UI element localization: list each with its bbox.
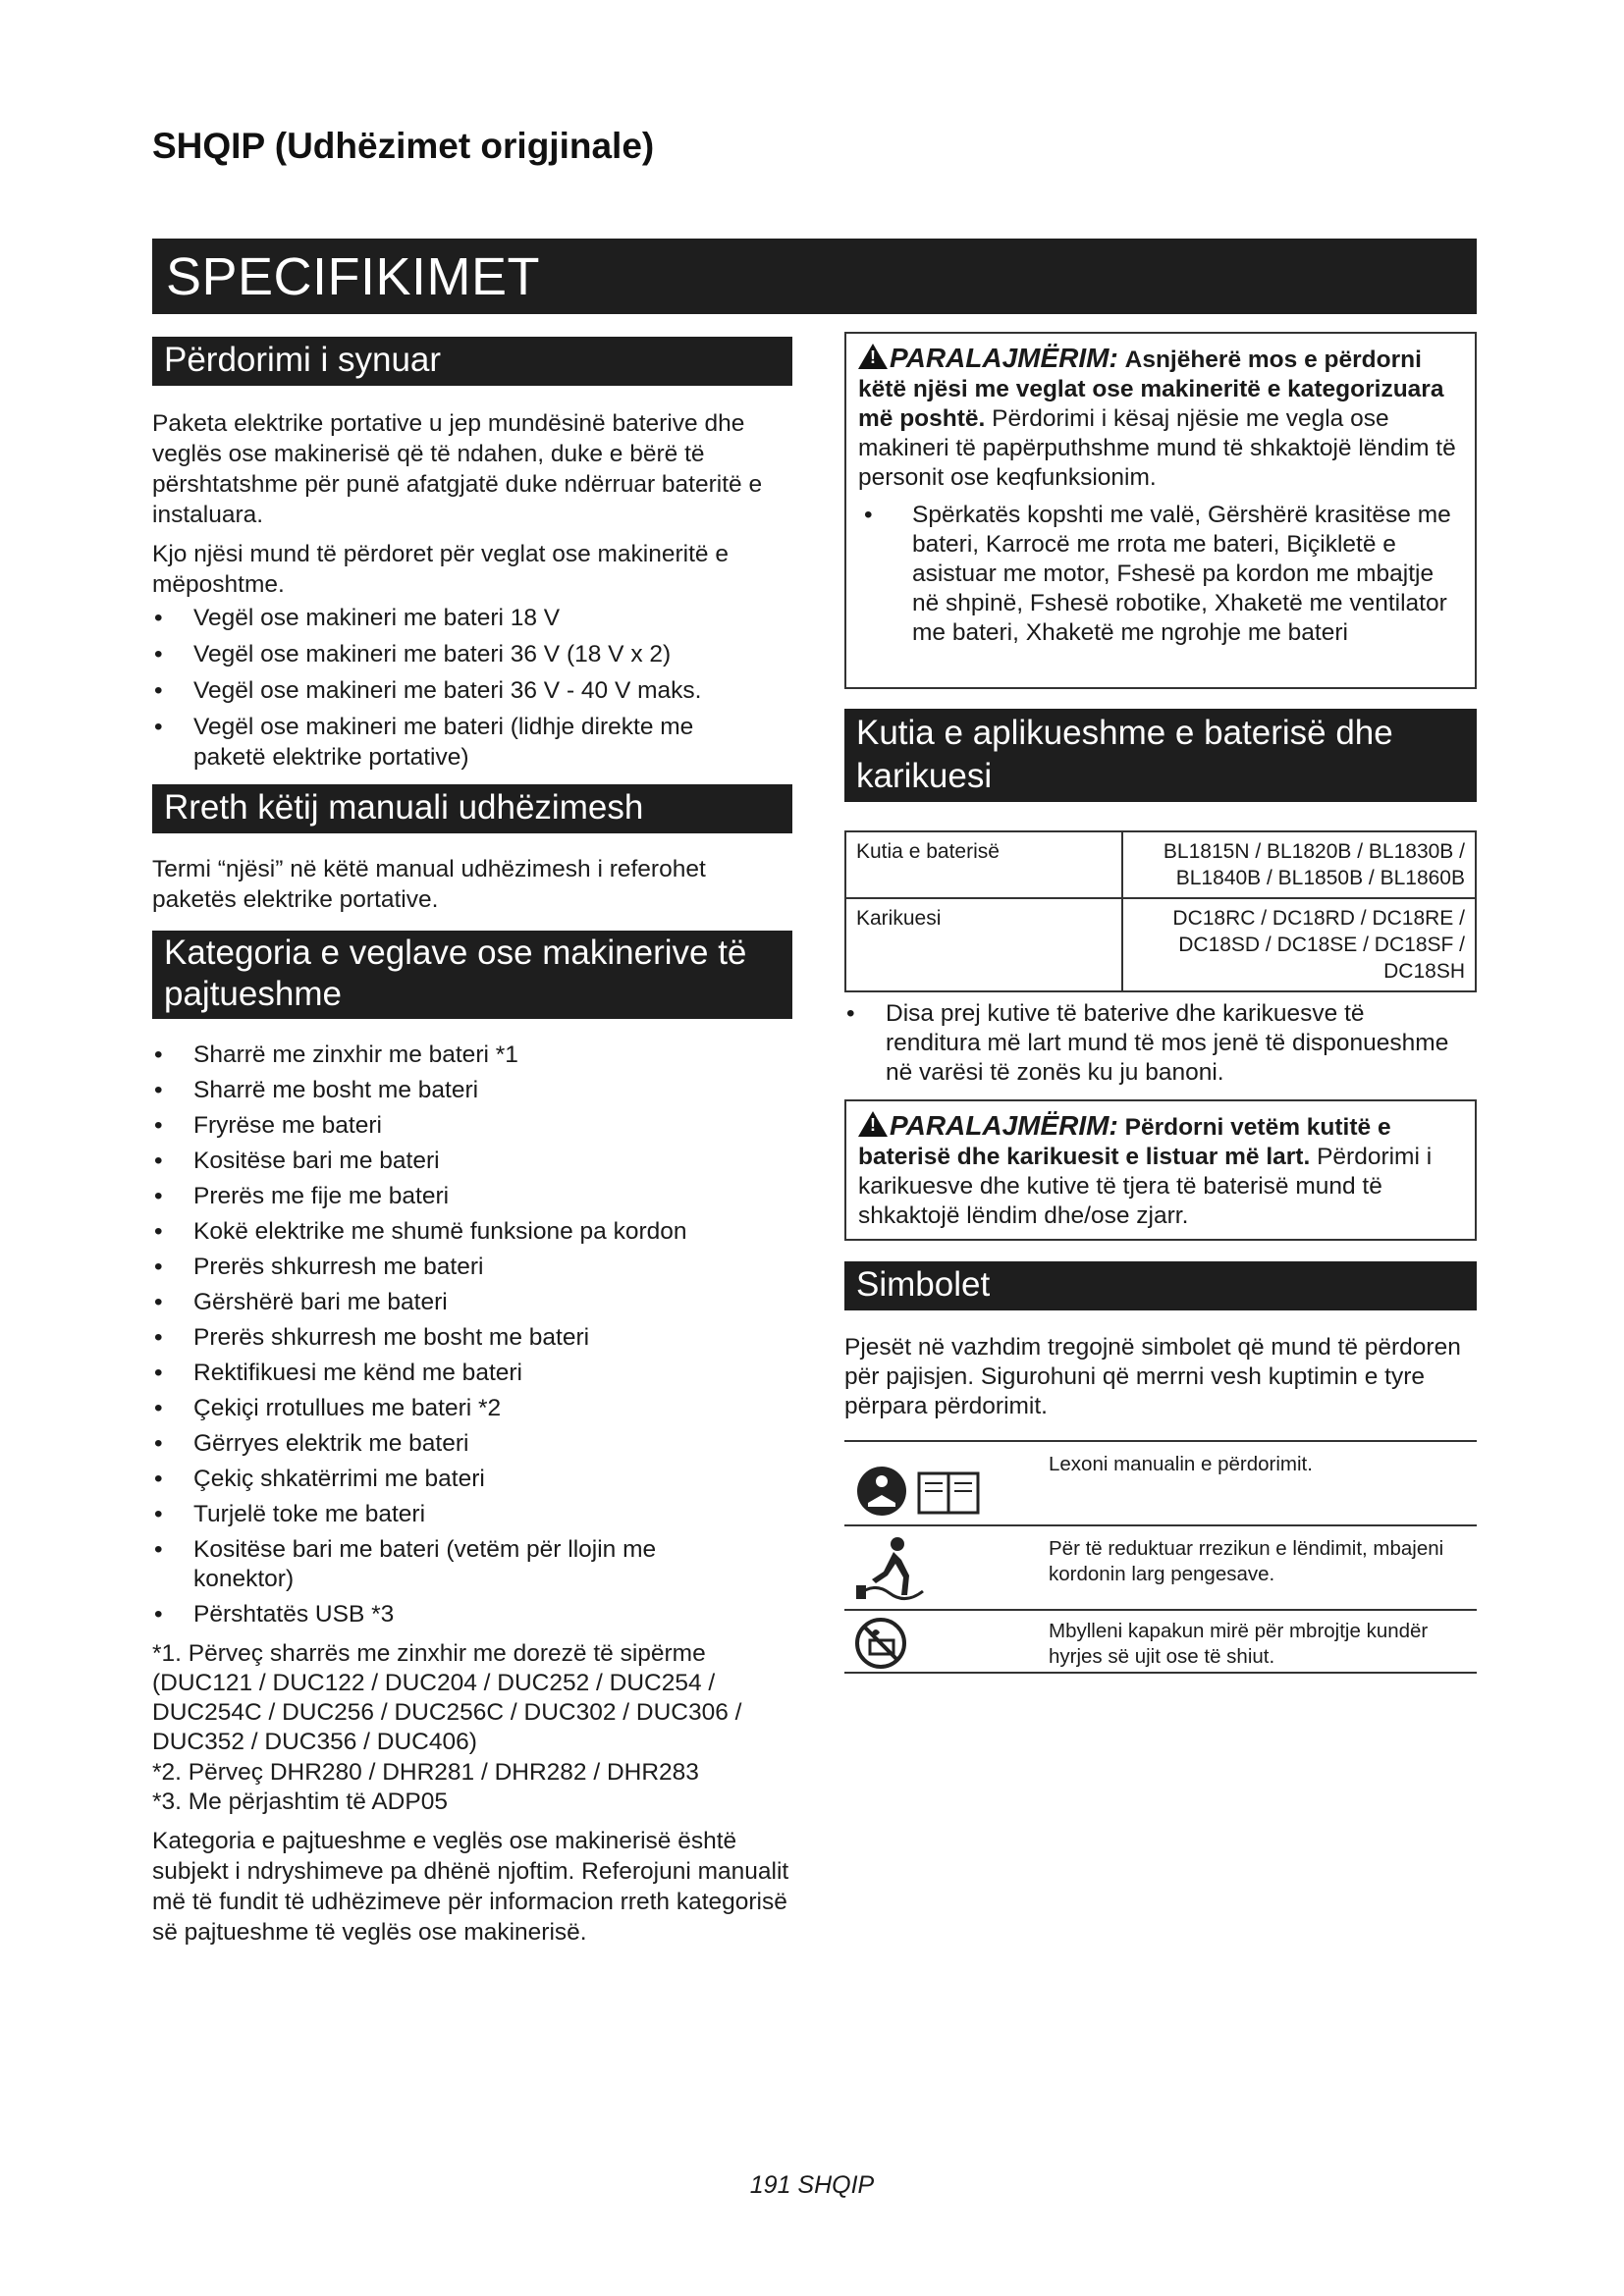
compatible-tools-list [152,1041,792,1635]
symbol-row [844,1609,1477,1674]
warning-label: PARALAJMËRIM: [890,343,1118,373]
list-item [858,501,1463,648]
charger-value-cell [1122,898,1476,991]
incompatible-list [858,501,1463,648]
list-item: • Gërshërë bari me bateri [152,1288,792,1317]
list-item: • Çekiç shkatërrimi me bateri [152,1465,792,1494]
trip-hazard-icon [854,1534,933,1605]
banner-title: SPECIFIKIMET [166,247,541,306]
symbol-text-trip-hazard: Për të reduktuar rrezikun e lëndimit, mbajeni kordonin larg pengesave. [1049,1537,1444,1585]
list-item: • Sharrë me zinxhir me bateri *1 [152,1041,792,1070]
list-item: • Vegël ose makineri me bateri 36 V - 40 V maks. [152,675,792,706]
battery-label: Kutia e baterisë [856,840,1000,863]
heading-about-manual: Rreth këtij manuali udhëzimesh [152,784,792,833]
battery-models: BL1815N / BL1820B / BL1830B / BL1840B / BL1850B / BL1860B [1163,840,1465,889]
usable-tools-list [152,603,792,778]
list-item: • Vegël ose makineri me bateri (lidhje direkte me paketë elektrike portative) [152,712,792,773]
warning-text: Përdorimi i kësaj njësie me vegla ose makineri të papërputhshme mund të shkaktojë lëndim të personit ose keqfunksionim. [858,405,1456,491]
list-item: • Kositëse bari me bateri [152,1147,792,1176]
list-item: • Çekiçi rrotullues me bateri *2 [152,1394,792,1423]
compatibility-notice: Kategoria e pajtueshme e veglës ose makinerisë është subjekt i ndryshimeve pa dhënë njoftim. Referojuni manualit më të fundit të udhëzimeve për informacion rreth kategorisë së pajtueshme të veglës ose makinerisë. [152,1828,789,1946]
footnote-2: *2. Përveç DHR280 / DHR281 / DHR282 / DHR283 [152,1759,699,1786]
battery-charger-table [844,830,1477,992]
warning-box-incompatible [844,332,1477,689]
warning-label: PARALAJMËRIM: [890,1110,1118,1141]
list-item: • Kokë elektrike me shumë funksione pa kordon [152,1217,792,1247]
symbol-text-read-manual: Lexoni manualin e përdorimit. [1049,1453,1313,1475]
footnote-1: *1. Përveç sharrës me zinxhir me dorezë të sipërme (DUC121 / DUC122 / DUC204 / DUC252 / DUC254 / DUC254C / DUC256 / DUC256C / DUC302 / DUC306 / DUC352 / DUC356 / DUC406) [152,1640,742,1755]
about-manual-paragraph: Termi “njësi” në këtë manual udhëzimesh i referohet paketës elektrike portative. [152,856,706,913]
symbol-row [844,1524,1477,1611]
table-row [845,898,1476,991]
list-item: • Gërryes elektrik me bateri [152,1429,792,1459]
symbols-intro: Pjesët në vazhdim tregojnë simbolet që mund të përdoren për pajisjen. Sigurohuni që merrni vesh kuptimin e tyre përpara përdorimit. [844,1334,1461,1419]
footnote-3: *3. Me përjashtim të ADP05 [152,1789,448,1815]
charger-label: Karikuesi [856,907,942,930]
battery-value-cell [1122,831,1476,898]
list-item: • Fryrëse me bateri [152,1111,792,1141]
list-item: • Turjelë toke me bateri [152,1500,792,1529]
list-item: • Disa prej kutive të baterive dhe karikuesve të renditura më lart mund të mos jenë të disponueshme në varësi të zonës ku ju banoni. [844,999,1477,1088]
list-item: • Prerës me fije me bateri [152,1182,792,1211]
warning-bold-text: Përdorni vetëm kutitë e baterisë dhe karikuesit e listuar më lart. [858,1114,1391,1170]
heading-intended-use: Përdorimi i synuar [152,337,792,386]
warning-triangle-icon [858,344,888,369]
list-item: • Sharrë me bosht me bateri [152,1076,792,1105]
list-item: • Vegël ose makineri me bateri 36 V (18 V x 2) [152,639,792,669]
battery-label-cell [845,831,1122,898]
warning-triangle-icon [858,1111,888,1137]
incompatible-items-text: Spërkatës kopshti me valë, Gërshërë krasitëse me bateri, Karrocë me rrota me bateri, Biçikletë e asistuar me motor, Fshesë pa kordon me mbajtje në shpinë, Fshesë robotike, Xhaketë me ventilator me bateri, Xhaketë me ngrohje me bateri [912,502,1451,646]
read-manual-icon [854,1462,992,1521]
warning-box-batteries [844,1099,1477,1241]
heading-battery-charger: Kutia e aplikueshme e baterisë dhe karikuesi [844,709,1477,802]
bullet: • [864,502,873,528]
charger-label-cell [845,898,1122,991]
warning-bold-text: Asnjëherë mos e përdorni këtë njësi me veglat ose makineritë e kategorizuara më poshtë. [858,347,1444,432]
list-item: • Prerës shkurresh me bosht me bateri [152,1323,792,1353]
list-item: • Përshtatës USB *3 [152,1600,792,1629]
heading-symbols: Simbolet [844,1261,1477,1310]
symbol-text-no-water: Mbylleni kapakun mirë për mbrojtje kundër hyrjes së ujit ose të shiut. [1049,1620,1429,1668]
page-number: 191 SHQIP [749,2171,875,2199]
warning-text: Përdorimi i karikuesve dhe kutive të tjera të baterisë mund të shkaktojë lëndim dhe/ose zjarr. [858,1144,1433,1229]
table-row [845,831,1476,898]
specifications-banner [152,239,1477,314]
intended-use-paragraph-2: Kjo njësi mund të përdoret për veglat ose makineritë e mëposhtme. [152,541,729,598]
no-water-icon [854,1617,907,1670]
list-item: • Vegël ose makineri me bateri 18 V [152,603,792,633]
list-item: • Kositëse bari me bateri (vetëm për llojin me konektor) [152,1535,792,1594]
list-item: • Prerës shkurresh me bateri [152,1253,792,1282]
language-title: SHQIP (Udhëzimet origjinale) [152,126,655,166]
heading-compatible-category: Kategoria e veglave ose makinerive të pajtueshme [152,931,792,1019]
charger-models: DC18RC / DC18RD / DC18RE / DC18SD / DC18SE / DC18SF / DC18SH [1172,907,1465,983]
symbol-row [844,1440,1477,1526]
intended-use-paragraph-1: Paketa elektrike portative u jep mundësinë baterive dhe veglës ose makinerisë që të ndahen, duke e bërë të përshtatshme për punë afatgjatë duke ndërruar bateritë e instaluara. [152,410,763,528]
list-item: • Rektifikuesi me kënd me bateri [152,1359,792,1388]
battery-availability-note [844,999,1477,1094]
